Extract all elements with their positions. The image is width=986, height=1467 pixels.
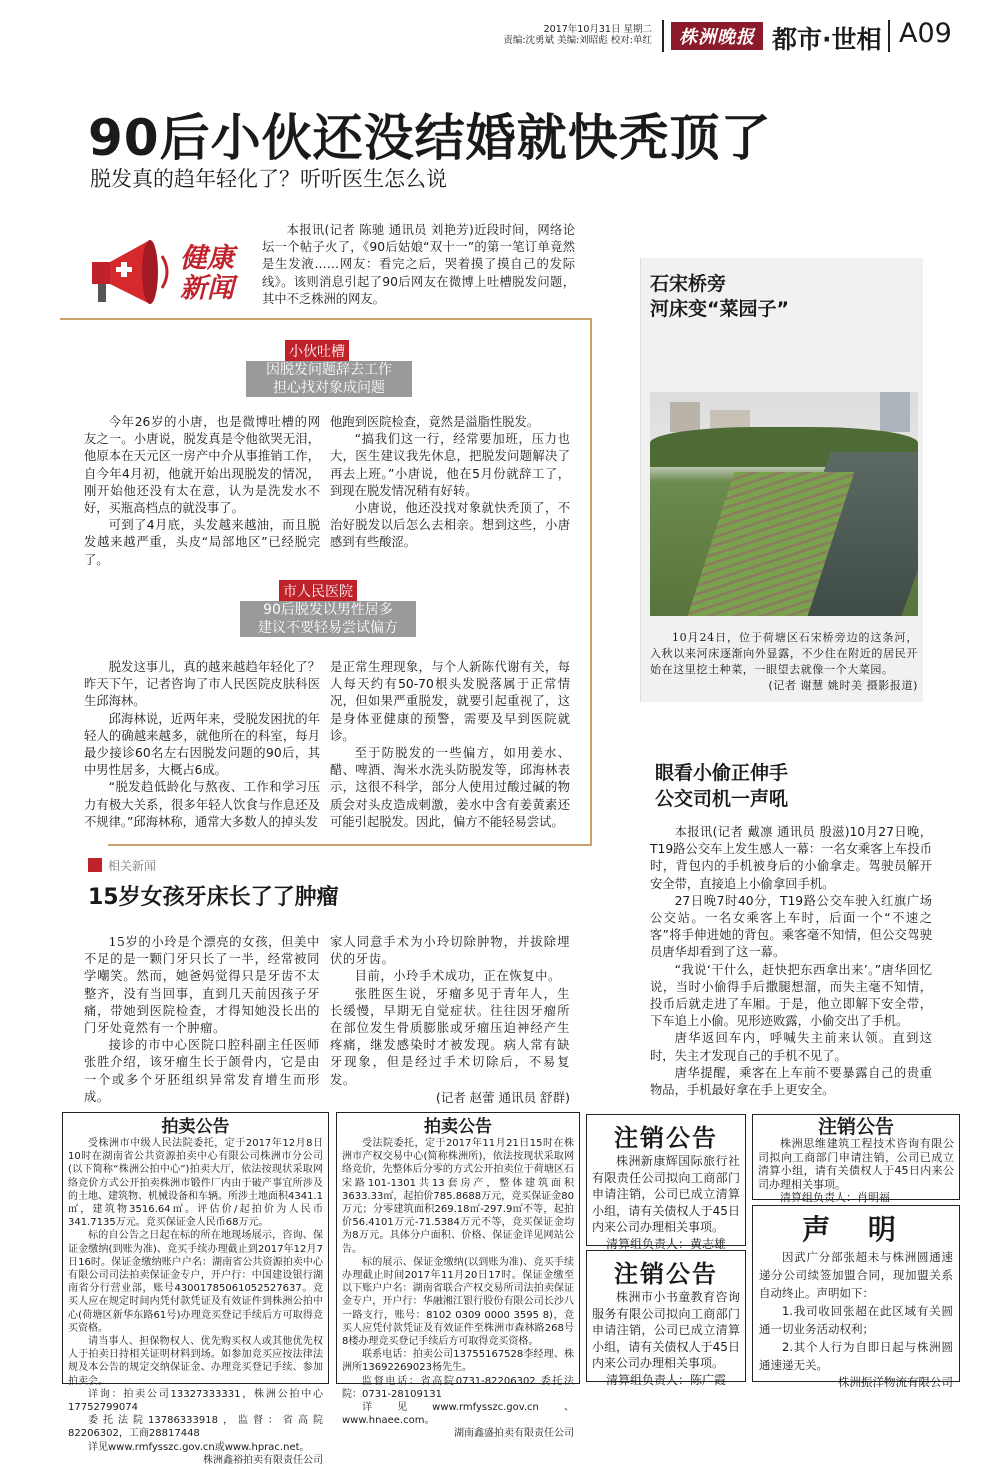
paragraph: 联系电话：拍卖公司13755167528李经理、株洲所13692269023杨先生。 (342, 1349, 574, 1374)
statement-notice (752, 1205, 960, 1389)
notice-title: 注销公告 (614, 1124, 718, 1152)
notice-body (342, 1137, 574, 1427)
paragraph: 受株洲市中级人民法院委托，定于2017年12月8日10时在湖南省公共资源拍卖中心有限公司株洲市分公司(以下简称“株洲公拍中心”)拍卖大厅，依法按现状采取网络竞价方式公开拍卖株洲市锻件厂内由于破产事宜所涉及的土地、建筑物、机械设备和车辆。所涉土地面积4341.1㎡，建筑物3516.64㎡。评估价/起拍价为人民币341.7135万元。竞买保证金人民币68万元。 (68, 1138, 323, 1229)
intro-paragraph (262, 222, 575, 308)
paragraph: 委托法院13786333918，监督：省高院82206302，工商28817448 (68, 1415, 323, 1440)
river-photo (650, 392, 918, 616)
notice-signer: 湖南鑫盛拍卖有限责任公司 (454, 1428, 574, 1440)
header-divider (888, 20, 890, 52)
notice-title: 拍卖公告 (424, 1117, 492, 1137)
divider-line (60, 318, 592, 320)
paragraph: 家人同意手术为小玲切除肿物，并拔除埋伏的牙齿。 (330, 935, 570, 967)
paragraph: 是正常生理现象，与个人新陈代谢有关，每人每天约有50-70根头发脱落属于正常情况，但如果严重脱发，就要引起重视了，这是身体亚健康的预警，需要及早到医院就诊。 (330, 660, 570, 743)
paragraph: 27日晚7时40分，T19路公交车驶入红旗广场公交站。一名女乘客上车时，后面一个“不速之客”将手伸进她的背包。乘客毫不知情，但公交驾驶员唐华却看到了这一幕。 (650, 893, 932, 960)
paragraph: 唐华返回车内，呼喊失主前来认领。直到这时，失主才发现自己的手机不见了。 (650, 1031, 932, 1063)
section-subtitle (246, 361, 412, 397)
photo-caption (650, 630, 918, 694)
notice-body (759, 1248, 953, 1374)
auction-notice (336, 1112, 580, 1440)
title-line: 河床变“菜园子” (650, 298, 789, 320)
section-tag: 小伙吐槽 (285, 340, 349, 362)
divider-line (590, 318, 592, 846)
article-column (330, 414, 570, 552)
article-column (330, 659, 570, 831)
paragraph: 接诊的市中心医院口腔科副主任医师张胜介绍，该牙瘤生长于颌骨内，它是由一个或多个牙胚组织异常发育增生而形成。 (84, 1038, 320, 1104)
caption-text: 10月24日，位于荷塘区石宋桥旁边的这条河，入秋以来河床逐渐向外显露，不少住在附近的居民开始在这里挖土种菜，一眼望去就像一个大菜园。 (650, 631, 918, 676)
issue-date: 2017年10月31日 星期二 (543, 24, 652, 35)
bus-article-body (650, 824, 932, 1099)
title-line: 石宋桥旁 (650, 273, 727, 295)
notice-signer: 清算组负责人：陈广霞 (605, 1372, 726, 1387)
subtitle-line: 90后脱发以男性居多 (263, 602, 393, 618)
deregistration-notice (752, 1114, 960, 1204)
paragraph: 株洲思维建筑工程技术咨询有限公司拟向工商部门申请注销，公司已成立清算小组，请有关债权人于45日内来公司办理相关事项。 (758, 1137, 954, 1191)
paragraph: 株洲新康辉国际旅行社有限责任公司拟向工商部门申请注销，公司已成立清算小组，请有关债权人于45日内来公司办理相关事项。 (592, 1154, 740, 1234)
main-headline: 90后小伙还没结婚就快秃顶了 (88, 109, 772, 167)
notice-body (592, 1153, 740, 1236)
article-column (84, 659, 320, 831)
paragraph: 今年26岁的小唐，也是微博吐槽的网友之一。小唐说，脱发真是令他欲哭无泪，他原本在天元区一房产中介从事推销工作，自今年4月初，他就开始出现脱发的情况，刚开始他还没有太在意，认为是洗发水不好，买瓶高档点的就没事了。 (84, 415, 320, 516)
notice-title: 注销公告 (614, 1260, 718, 1288)
subtitle-line: 因脱发问题辞去工作 (266, 362, 392, 378)
paragraph: 1.我司收回张超在此区域有关圆通一切业务活动权利； (759, 1304, 953, 1336)
column-badge: 健康新闻 (180, 243, 234, 304)
paragraph: 详询：拍卖公司13327333331，株洲公拍中心17752799074 (68, 1388, 323, 1414)
paragraph: 监督电话：省高院0731-82206302 委托法院：0731-28109131 (342, 1375, 574, 1400)
subtitle-line: 建议不要轻易尝试偏方 (258, 620, 398, 636)
section-name: 都市·世相 (772, 25, 882, 54)
photo-story-title (650, 272, 789, 322)
paragraph: 张胜医生说，牙瘤多见于青年人，生长缓慢，早期无自觉症状。往往因牙瘤所在部位发生骨质膨胀或牙瘤压迫神经产生疼痛，继发感染时才被发现。病人常有缺牙现象，但是经过手术切除后，不易复发。 (330, 986, 570, 1087)
deregistration-notice (586, 1250, 746, 1387)
paragraph: 至于防脱发的一些偏方，如用姜水、醋、啤酒、淘米水洗头防脱发等，邱海林表示，这很不科学，部分人使用过酸过碱的物质会对头皮造成刺激，姜水中含有姜黄素还可能引起脱发。因此，偏方不能轻易尝试。 (330, 746, 570, 829)
notice-title: 拍卖公告 (161, 1117, 230, 1137)
section-tag: 市人民医院 (279, 580, 357, 602)
paragraph: 详见www.rmfysszc.gov.cn或www.hprac.net。 (88, 1441, 310, 1453)
notice-body (592, 1289, 740, 1372)
paragraph: 本报讯(记者 戴凛 通讯员 殷滋)10月27日晚，T19路公交车上发生感人一幕：一名女乘客上车投币时，背包内的手机被身后的小偷拿走。驾驶员解开安全带，直接追上小偷拿回手机。 (650, 825, 932, 891)
header-divider (662, 20, 664, 52)
paragraph: 15岁的小玲是个漂亮的女孩，但美中不足的是一颗门牙只长了一半，经常被同学嘲笑。然而，她爸妈觉得只是牙齿不太整齐，没有当回事，直到几天前因孩子牙痛，带她到医院检查，才得知她没长出的门牙处竟然有一个肿瘤。 (84, 935, 320, 1036)
paragraph: 可到了4月底，头发越来越油，而且脱发越来越严重，头皮“局部地区”已经脱完了。 (84, 518, 320, 567)
paragraph: 详见www.rmfysszc.gov.cn、www.hnaee.com。 (342, 1402, 574, 1427)
main-subheadline: 脱发真的趋年轻化了？听听医生怎么说 (90, 167, 447, 191)
paragraph: 脱发这事儿，真的越来越趋年轻化了？昨天下午，记者咨询了市人民医院皮肤科医生邱海林。 (84, 660, 320, 709)
notice-signer: 清算组负责人：肖明福 (780, 1191, 890, 1204)
notice-body (758, 1137, 954, 1191)
paragraph: 本报讯(记者 陈驰 通讯员 刘艳芳)近段时间，网络论坛一个帖子火了，《90后姑娘“双十一”的第一笔订单竟然是生发液……网友：看完之后，哭着摸了摸自己的发际线》。该则消息引起了90后网友在微博上吐槽脱发问题，其中不乏株洲的网友。 (262, 223, 575, 306)
editor-credits: 责编:沈勇斌 美编:刘昭彪 校对:单红 (503, 35, 652, 46)
page-number: A09 (899, 18, 952, 49)
deregistration-notice (586, 1114, 746, 1251)
byline: (记者 赵蕾 通讯员 舒群) (435, 1089, 570, 1105)
photo-byline: (记者 谢慧 姚时美 摄影报道) (768, 679, 918, 692)
newspaper-logo: 株洲晚报 (671, 22, 763, 50)
notice-signer: 清算组负责人：黄志雄 (605, 1236, 726, 1251)
notice-title: 注销公告 (817, 1116, 894, 1138)
arrow-icon (88, 858, 102, 872)
headline-line: 眼看小偷正伸手 (655, 762, 789, 784)
paragraph: 小唐说，他还没找对象就快秃顶了，不治好脱发以后怎么去相亲。想到这些，小唐感到有些酸涩。 (330, 501, 570, 550)
bus-headline (655, 760, 788, 812)
divider-line (108, 844, 592, 846)
paragraph: 标的展示、保证金缴纳(以到账为准)、竞买手续办理截止时间2017年11月20日17时。保证金缴至以下账户户名：湖南省联合产权交易所司法拍卖保证金专户，开户行：华融湘江银行股份有限公司长沙八一路支行，账号：8102 0309 0000 3595 8)，竞买人应凭付款凭证及有效证件至株洲市森林路268号8楼办理竞买登记手续后方可取得竞买资格。 (342, 1256, 574, 1348)
related-right-column (330, 934, 570, 1106)
article-column (84, 414, 320, 569)
paragraph: “我说‘干什么，赶快把东西拿出来’。”唐华回忆说，当时小偷得手后撒腿想溜，而失主毫不知情，投币后就走进了车厢。于是，他立即解下安全带，下车追上小偷。见形迹败露，小偷交出了手机。 (650, 962, 932, 1029)
notice-title: 声 明 (802, 1213, 910, 1246)
article-column (84, 934, 320, 1106)
paragraph: 目前，小玲手术成功，正在恢复中。 (354, 969, 561, 984)
paragraph: 株洲市小书童教育咨询服务有限公司拟向工商部门申请注销，公司已成立清算小组，请有关债权人于45日内来公司办理相关事项。 (592, 1290, 740, 1370)
section-subtitle (240, 601, 416, 637)
paragraph: 邱海林说，近两年来，受脱发困扰的年轻人的确越来越多，就他所在的科室，每月最少接诊60名左右因脱发问题的90后，其中男性居多，大概占6成。 (84, 711, 320, 778)
paragraph: “脱发趋低龄化与熬夜、工作和学习压力有极大关系，很多年轻人饮食与作息还及不规律。”邱海林称，通常大多数人的掉头发 (84, 780, 320, 829)
notice-body (68, 1137, 323, 1454)
paragraph: 受法院委托，定于2017年11月21日15时在株洲市产权交易中心(简称株洲所)，依法按现状采取网络竞价，先整体后分零的方式公开拍卖位于荷塘区石宋路101-1301共13套房产，整体建筑面积3633.33㎡，起拍价785.8688万元，竞买保证金80万元；分零建筑面积269.18㎡-297.9㎡不等，起拍价56.4101万元-71.5384万元不等，竞买保证金均为8万元。具体分户面积、价格、保证金详见网站公告。 (342, 1138, 574, 1255)
auction-notice (62, 1112, 329, 1466)
headline-line: 公交司机一声吼 (655, 788, 789, 810)
paragraph: “搞我们这一行，经常要加班，压力也大，医生建议我先休息，把脱发问题解决了再去上班。”小唐说，他在5月份就辞工了，到现在脱发情况稍有好转。 (330, 432, 570, 498)
paragraph: 唐华提醒，乘客在上车前不要暴露自己的贵重物品，手机最好拿在手上更安全。 (650, 1065, 932, 1098)
subtitle-line: 担心找对象成问题 (273, 380, 385, 396)
paragraph: 标的自公告之日起在标的所在地现场展示，咨询、保证金缴纳(到账为准)、竞买手续办理截止到2017年12月7日16时。保证金缴纳账户户名：湖南省公共资源拍卖中心有限公司司法拍卖保证金专户，开户行：中国建设银行湖南省分行营业部，账号43001785061052527637。竞买人应在规定时间内凭付款凭证及有效证件到株洲公拍中心(荷塘区新华东路61号)办理竞买登记手续后方可取得竞买资格。 (68, 1230, 323, 1334)
header-meta (470, 24, 652, 46)
related-label: 相关新闻 (108, 859, 157, 873)
paragraph: 他跑到医院检查，竟然是溢脂性脱发。 (330, 415, 540, 429)
paragraph: 2.其个人行为自即日起与株洲圆通速递无关。 (759, 1340, 953, 1372)
paragraph: 因武广分部张超未与株洲圆通速递分公司续签加盟合同，现加盟关系自动终止。声明如下： (759, 1250, 953, 1300)
notice-signer: 株洲振洋物流有限公司 (838, 1375, 953, 1389)
article-column (330, 934, 570, 1089)
megaphone-icon (88, 232, 178, 310)
related-headline: 15岁女孩牙床长了了肿瘤 (88, 885, 339, 910)
paragraph: 请当事人、担保物权人、优先购买权人或其他优先权人于拍卖日持相关证明材料到场。如参加竞买应按法律法规及本公告的规定交纳保证金、办理竞买登记手续、参加拍卖会。 (68, 1336, 323, 1387)
notice-signer: 株洲鑫裕拍卖有限责任公司 (203, 1454, 323, 1466)
